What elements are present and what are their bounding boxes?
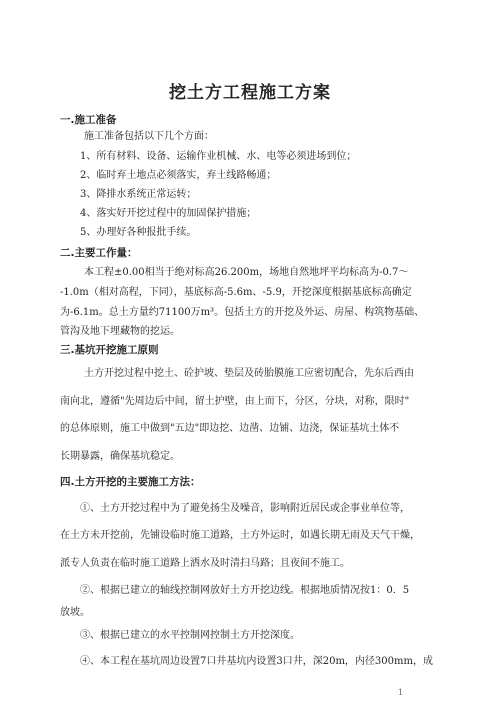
section-1-item: 3、降排水系统正常运转； bbox=[80, 189, 197, 200]
section-3-line: 长期暴露，确保基坑稳定。 bbox=[60, 451, 180, 462]
section-1-intro: 施工准备包括以下几个方面： bbox=[84, 131, 214, 142]
section-4-line: 派专人负责在临时施工道路上洒水及时清扫马路；且夜间不施工。 bbox=[60, 558, 350, 569]
page-number: 1 bbox=[398, 688, 404, 697]
section-3-line: 的总体原则，施工中做到"五边"即边挖、边凿、边铺、边浇，保证基坑土体不 bbox=[60, 423, 400, 434]
section-2-heading: 二.主要工作量： bbox=[60, 247, 138, 259]
section-1-item: 4、落实好开挖过程中的加固保护措施； bbox=[80, 208, 257, 219]
section-4-line: 放坡。 bbox=[60, 607, 90, 618]
document-title: 挖土方工程施工方案 bbox=[169, 83, 331, 103]
section-4-line: ①、土方开挖过程中为了避免扬尘及噪音，影响附近居民或企事业单位等， bbox=[80, 503, 410, 514]
section-1-item: 5、办理好各种报批手续。 bbox=[80, 227, 197, 238]
section-1-item: 2、临时弃土地点必须落实，弃土线路畅通； bbox=[80, 170, 277, 181]
section-3-heading: 三.基坑开挖施工原则 bbox=[60, 344, 159, 356]
section-4-line: 在土方未开挖前，先铺设临时施工道路，土方外运时，如遇长期无雨及天气干燥， bbox=[60, 530, 420, 541]
section-2-line: 管沟及地下埋藏物的挖运。 bbox=[60, 326, 180, 337]
section-2-line: 为-6.1m。总土方量约71100万m³。包括土方的开挖及外运、房屋、构筑物基础、 bbox=[60, 307, 425, 318]
section-2-line: 本工程±0.00相当于绝对标高26.200m，场地自然地坪平均标高为-0.7～ bbox=[84, 267, 409, 278]
section-4-heading: 四.土方开挖的主要施工方法： bbox=[60, 476, 201, 488]
section-3-line: 土方开挖过程中挖土、砼护坡、垫层及砖胎膜施工应密切配合，先东后西由 bbox=[84, 368, 414, 379]
section-1-heading: 一.施工准备 bbox=[60, 114, 117, 126]
section-4-line: ④、本工程在基坑周边设置7口井基坑内设置3口井，深20m，内径300mm，成 bbox=[80, 656, 433, 667]
section-3-line: 南向北，遵循"先周边后中间，留土护壁，由上而下，分区，分块，对称，限时" bbox=[60, 396, 410, 407]
section-4-line: ②、根据已建立的轴线控制网放好土方开挖边线。根据地质情况按1：0．5 bbox=[80, 585, 410, 596]
section-1-item: 1、所有材料、设备、运输作业机械、水、电等必须进场到位； bbox=[80, 151, 357, 162]
section-4-line: ③、根据已建立的水平控制网控制土方开挖深度。 bbox=[80, 630, 300, 641]
section-2-line: -1.0m（相对高程，下同），基底标高-5.6m、-5.9，开挖深度根据基底标高确定 bbox=[60, 287, 412, 298]
